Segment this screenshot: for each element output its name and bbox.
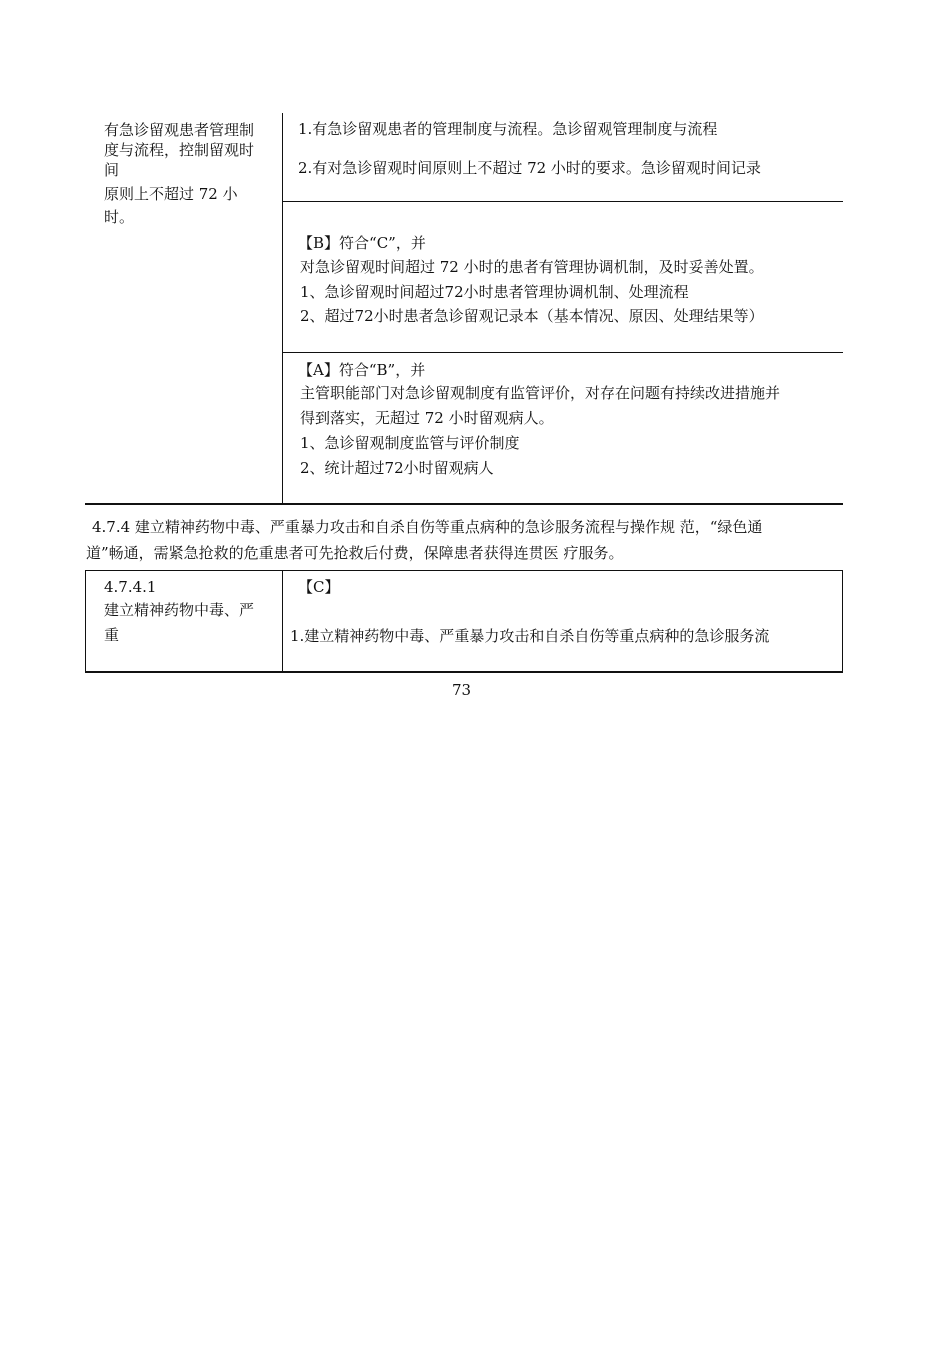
b-line: 2、超过72小时患者急诊留观记录本（基本情况、原因、处理结果等） [300,307,764,325]
table2-border [85,570,843,673]
left-cell-line: 间 [104,161,120,179]
b-line: 1、急诊留观时间超过72小时患者管理协调机制、处理流程 [300,283,689,301]
paragraph-line: 4.7.4 建立精神药物中毒、严重暴力攻击和自杀自伤等重点病种的急诊服务流程与操作规 范，“绿色通 [92,518,763,536]
left-cell-line: 重 [104,626,120,644]
left-cell-line: 有急诊留观患者管理制 [104,121,255,139]
a-heading: 【A】符合“B”，并 [298,361,426,379]
table1-row-divider-b-a [283,352,843,353]
left-cell-line: 建立精神药物中毒、严 [104,601,255,619]
left-cell-line: 度与流程，控制留观时 [104,141,255,159]
c-item: 1.建立精神药物中毒、严重暴力攻击和自杀自伤等重点病种的急诊服务流 [290,627,770,645]
b-heading: 【B】符合“C”，并 [298,234,426,252]
b-line: 对急诊留观时间超过 72 小时的患者有管理协调机制，及时妥善处置。 [300,258,764,276]
clause-number: 4.7.4.1 [104,578,157,596]
table1-row-divider-c-b [283,201,843,202]
a-line: 得到落实，无超过 72 小时留观病人。 [300,409,554,427]
left-cell-line: 原则上不超过 72 小 [104,185,238,203]
left-cell-line: 时。 [104,208,135,226]
a-line: 主管职能部门对急诊留观制度有监管评价，对存在问题有持续改进措施并 [300,384,781,402]
page-number: 73 [452,681,472,699]
paragraph-line: 道”畅通，需紧急抢救的危重患者可先抢救后付费，保障患者获得连贯医 疗服务。 [86,544,624,562]
a-line: 1、急诊留观制度监管与评价制度 [300,434,520,452]
a-line: 2、统计超过72小时留观病人 [300,459,494,477]
table1-bottom-border [85,503,843,505]
c-item: 1.有急诊留观患者的管理制度与流程。急诊留观管理制度与流程 [298,120,718,138]
table2-column-divider [282,571,283,671]
c-item: 2.有对急诊留观时间原则上不超过 72 小时的要求。急诊留观时间记录 [298,159,761,177]
table1-column-divider [282,113,283,505]
c-heading: 【C】 [298,578,340,596]
